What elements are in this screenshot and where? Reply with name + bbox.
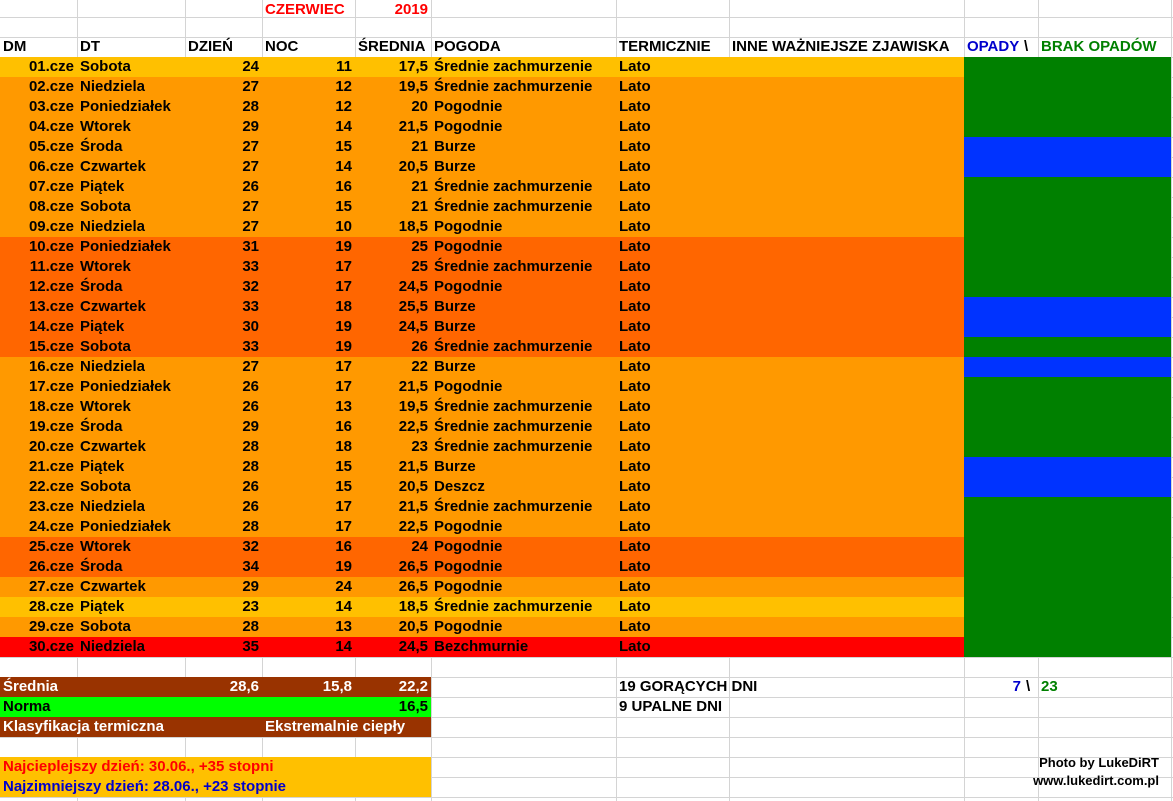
row-night-temp[interactable]: 16 — [335, 418, 352, 435]
row-weekday[interactable]: Piątek — [80, 178, 125, 195]
row-avg-temp[interactable]: 22,5 — [398, 418, 428, 435]
row-weekday[interactable]: Czwartek — [80, 438, 146, 455]
row-night-temp[interactable]: 17 — [335, 278, 352, 295]
row-night-temp[interactable]: 24 — [335, 578, 352, 595]
row-avg-temp[interactable]: 21,5 — [398, 378, 428, 395]
row-avg-temp[interactable]: 24,5 — [398, 278, 428, 295]
row-thermal[interactable]: Lato — [619, 238, 651, 255]
summary-class-label[interactable]: Klasyfikacja termiczna — [3, 718, 164, 735]
row-thermal[interactable]: Lato — [619, 358, 651, 375]
summary-avg-night[interactable]: 15,8 — [322, 678, 352, 695]
row-weather[interactable]: Pogodnie — [434, 98, 503, 115]
row-date[interactable]: 08.cze — [28, 198, 74, 215]
row-avg-temp[interactable]: 21,5 — [398, 458, 428, 475]
year-title[interactable]: 2019 — [394, 1, 428, 18]
row-day-temp[interactable]: 29 — [242, 418, 259, 435]
row-weekday[interactable]: Sobota — [80, 58, 131, 75]
row-date[interactable]: 19.cze — [28, 418, 74, 435]
row-weekday[interactable]: Piątek — [80, 598, 125, 615]
row-night-temp[interactable]: 17 — [335, 378, 352, 395]
summary-norm-value[interactable]: 16,5 — [398, 698, 428, 715]
row-day-temp[interactable]: 33 — [242, 298, 259, 315]
row-night-temp[interactable]: 19 — [335, 238, 352, 255]
row-night-temp[interactable]: 17 — [335, 518, 352, 535]
row-night-temp[interactable]: 10 — [335, 218, 352, 235]
row-thermal[interactable]: Lato — [619, 298, 651, 315]
row-date[interactable]: 26.cze — [28, 558, 74, 575]
row-thermal[interactable]: Lato — [619, 578, 651, 595]
row-date[interactable]: 01.cze — [28, 58, 74, 75]
row-day-temp[interactable]: 30 — [242, 318, 259, 335]
row-weekday[interactable]: Piątek — [80, 458, 125, 475]
row-avg-temp[interactable]: 19,5 — [398, 78, 428, 95]
grid-col-line — [1171, 0, 1172, 801]
row-thermal[interactable]: Lato — [619, 638, 651, 655]
row-weekday[interactable]: Niedziela — [80, 358, 146, 375]
dry-cell — [964, 177, 1171, 197]
col-dm[interactable]: DM — [3, 38, 27, 55]
dry-cell — [964, 417, 1171, 437]
dry-cell — [964, 497, 1171, 517]
row-thermal[interactable]: Lato — [619, 558, 651, 575]
col-noc[interactable]: NOC — [265, 38, 299, 55]
row-night-temp[interactable]: 13 — [335, 398, 352, 415]
row-weekday[interactable]: Sobota — [80, 338, 131, 355]
row-night-temp[interactable]: 15 — [335, 138, 352, 155]
dry-cell — [964, 257, 1171, 277]
row-day-temp[interactable]: 27 — [242, 158, 259, 175]
row-avg-temp[interactable]: 20,5 — [398, 618, 428, 635]
row-weather[interactable]: Średnie zachmurzenie — [434, 398, 593, 415]
row-weather[interactable]: Burze — [434, 158, 476, 175]
row-night-temp[interactable]: 19 — [335, 318, 352, 335]
row-thermal[interactable]: Lato — [619, 98, 651, 115]
dry-cell — [964, 397, 1171, 417]
row-night-temp[interactable]: 12 — [335, 78, 352, 95]
row-date[interactable]: 16.cze — [28, 358, 74, 375]
warmest-day[interactable]: Najcieplejszy dzień: 30.06., +35 stopni — [3, 758, 274, 775]
summary-avg-mean[interactable]: 22,2 — [398, 678, 428, 695]
row-date[interactable]: 23.cze — [28, 498, 74, 515]
row-night-temp[interactable]: 13 — [335, 618, 352, 635]
dry-cell — [964, 617, 1171, 637]
row-weekday[interactable]: Sobota — [80, 198, 131, 215]
col-brak[interactable]: BRAK OPADÓW — [1041, 38, 1157, 55]
row-date[interactable]: 09.cze — [28, 218, 74, 235]
row-night-temp[interactable]: 16 — [335, 538, 352, 555]
row-weekday[interactable]: Niedziela — [80, 218, 146, 235]
row-night-temp[interactable]: 15 — [335, 478, 352, 495]
row-date[interactable]: 04.cze — [28, 118, 74, 135]
row-night-temp[interactable]: 18 — [335, 298, 352, 315]
row-thermal[interactable]: Lato — [619, 498, 651, 515]
summary-class-value[interactable]: Ekstremalnie ciepły — [265, 718, 406, 735]
row-weekday[interactable]: Środa — [80, 418, 123, 435]
col-opady[interactable]: OPADY — [967, 38, 1020, 55]
col-inne[interactable]: INNE WAŻNIEJSZE ZJAWISKA — [732, 38, 950, 55]
row-weather[interactable]: Pogodnie — [434, 618, 503, 635]
col-dt[interactable]: DT — [80, 38, 100, 55]
row-thermal[interactable]: Lato — [619, 418, 651, 435]
precip-cell — [964, 477, 1171, 497]
row-weekday[interactable]: Czwartek — [80, 158, 146, 175]
dry-cell — [964, 337, 1171, 357]
dry-cell — [964, 277, 1171, 297]
row-thermal[interactable]: Lato — [619, 118, 651, 135]
row-avg-temp[interactable]: 23 — [411, 438, 428, 455]
row-weather[interactable]: Średnie zachmurzenie — [434, 338, 593, 355]
row-thermal[interactable]: Lato — [619, 58, 651, 75]
row-night-temp[interactable]: 14 — [335, 158, 352, 175]
row-weather[interactable]: Średnie zachmurzenie — [434, 598, 593, 615]
row-date[interactable]: 29.cze — [28, 618, 74, 635]
row-thermal[interactable]: Lato — [619, 538, 651, 555]
row-night-temp[interactable]: 19 — [335, 338, 352, 355]
row-avg-temp[interactable]: 25 — [411, 238, 428, 255]
row-thermal[interactable]: Lato — [619, 478, 651, 495]
row-night-temp[interactable]: 19 — [335, 558, 352, 575]
row-day-temp[interactable]: 27 — [242, 218, 259, 235]
row-night-temp[interactable]: 18 — [335, 438, 352, 455]
row-thermal[interactable]: Lato — [619, 198, 651, 215]
month-title[interactable]: CZERWIEC — [265, 1, 345, 18]
dry-cell — [964, 237, 1171, 257]
row-avg-temp[interactable]: 26 — [411, 338, 428, 355]
dry-cell — [964, 637, 1171, 657]
row-thermal[interactable]: Lato — [619, 518, 651, 535]
row-weather[interactable]: Średnie zachmurzenie — [434, 438, 593, 455]
row-weather[interactable]: Burze — [434, 298, 476, 315]
summary-avg-label[interactable]: Średnia — [3, 678, 59, 695]
heat-days-count[interactable]: 9 UPALNE DNI — [619, 698, 723, 715]
row-weather[interactable]: Średnie zachmurzenie — [434, 198, 593, 215]
row-thermal[interactable]: Lato — [619, 438, 651, 455]
col-srednia[interactable]: ŚREDNIA — [358, 38, 426, 55]
row-date[interactable]: 05.cze — [28, 138, 74, 155]
dry-cell — [964, 57, 1171, 77]
row-date[interactable]: 02.cze — [28, 78, 74, 95]
row-weather[interactable]: Średnie zachmurzenie — [434, 498, 593, 515]
row-date[interactable]: 14.cze — [28, 318, 74, 335]
row-avg-temp[interactable]: 18,5 — [398, 598, 428, 615]
row-night-temp[interactable]: 11 — [336, 58, 352, 75]
row-thermal[interactable]: Lato — [619, 158, 651, 175]
row-avg-temp[interactable]: 25 — [411, 258, 428, 275]
dry-cell — [964, 97, 1171, 117]
row-night-temp[interactable]: 14 — [335, 118, 352, 135]
row-day-temp[interactable]: 26 — [242, 178, 259, 195]
grid-row-line — [0, 657, 1173, 658]
row-thermal[interactable]: Lato — [619, 218, 651, 235]
row-date[interactable]: 10.cze — [28, 238, 74, 255]
row-day-temp[interactable]: 32 — [242, 278, 259, 295]
row-weather[interactable]: Deszcz — [434, 478, 485, 495]
row-day-temp[interactable]: 26 — [242, 398, 259, 415]
row-thermal[interactable]: Lato — [619, 458, 651, 475]
site-credit: www.lukedirt.com.pl — [1033, 773, 1159, 788]
precip-cell — [964, 317, 1171, 337]
row-weather[interactable]: Średnie zachmurzenie — [434, 58, 593, 75]
row-thermal[interactable]: Lato — [619, 378, 651, 395]
col-pogoda[interactable]: POGODA — [434, 38, 501, 55]
row-thermal[interactable]: Lato — [619, 398, 651, 415]
row-weekday[interactable]: Środa — [80, 278, 123, 295]
row-night-temp[interactable]: 14 — [335, 598, 352, 615]
row-weekday[interactable]: Piątek — [80, 318, 125, 335]
row-date[interactable]: 28.cze — [28, 598, 74, 615]
row-weekday[interactable]: Poniedziałek — [80, 378, 171, 395]
row-weather[interactable]: Pogodnie — [434, 118, 503, 135]
row-avg-temp[interactable]: 19,5 — [398, 398, 428, 415]
precip-cell — [964, 457, 1171, 477]
row-weather[interactable]: Burze — [434, 138, 476, 155]
row-date[interactable]: 24.cze — [28, 518, 74, 535]
col-termicznie[interactable]: TERMICZNIE — [619, 38, 711, 55]
row-day-temp[interactable]: 28 — [242, 98, 259, 115]
grid-row-line — [0, 17, 1173, 18]
row-avg-temp[interactable]: 22 — [411, 358, 428, 375]
row-thermal[interactable]: Lato — [619, 338, 651, 355]
row-avg-temp[interactable]: 20,5 — [398, 478, 428, 495]
dry-cell — [964, 117, 1171, 137]
precip-cell — [964, 137, 1171, 157]
dry-cell — [964, 377, 1171, 397]
row-date[interactable]: 18.cze — [28, 398, 74, 415]
precip-days-count[interactable]: 7 — [1012, 678, 1021, 695]
dry-cell — [964, 537, 1171, 557]
row-avg-temp[interactable]: 26,5 — [398, 578, 428, 595]
row-day-temp[interactable]: 29 — [242, 578, 259, 595]
dry-cell — [964, 437, 1171, 457]
row-day-temp[interactable]: 27 — [242, 78, 259, 95]
row-date[interactable]: 21.cze — [28, 458, 74, 475]
dry-cell — [964, 517, 1171, 537]
photo-credit: Photo by LukeDiRT — [1039, 755, 1159, 770]
row-avg-temp[interactable]: 20 — [411, 98, 428, 115]
dry-cell — [964, 557, 1171, 577]
row-night-temp[interactable]: 12 — [335, 98, 352, 115]
col-dzien[interactable]: DZIEŃ — [188, 38, 233, 55]
summary-norm-label[interactable]: Norma — [3, 698, 51, 715]
row-date[interactable]: 30.cze — [28, 638, 74, 655]
row-thermal[interactable]: Lato — [619, 178, 651, 195]
dry-cell — [964, 197, 1171, 217]
row-night-temp[interactable]: 17 — [335, 258, 352, 275]
row-date[interactable]: 12.cze — [28, 278, 74, 295]
row-date[interactable]: 20.cze — [28, 438, 74, 455]
row-date[interactable]: 22.cze — [28, 478, 74, 495]
row-night-temp[interactable]: 14 — [335, 638, 352, 655]
row-thermal[interactable]: Lato — [619, 318, 651, 335]
row-day-temp[interactable]: 29 — [242, 118, 259, 135]
row-day-temp[interactable]: 28 — [242, 438, 259, 455]
hot-days-count[interactable]: 19 GORĄCYCH DNI — [619, 678, 758, 695]
row-weather[interactable]: Pogodnie — [434, 558, 503, 575]
grid-row-line — [0, 737, 1173, 738]
row-date[interactable]: 25.cze — [28, 538, 74, 555]
dry-cell — [964, 597, 1171, 617]
row-weather[interactable]: Pogodnie — [434, 278, 503, 295]
row-weather[interactable]: Pogodnie — [434, 578, 503, 595]
row-day-temp[interactable]: 32 — [242, 538, 259, 555]
row-date[interactable]: 03.cze — [28, 98, 74, 115]
row-weather[interactable]: Burze — [434, 458, 476, 475]
row-avg-temp[interactable]: 25,5 — [398, 298, 428, 315]
row-weather[interactable]: Bezchmurnie — [434, 638, 529, 655]
row-night-temp[interactable]: 15 — [335, 198, 352, 215]
row-day-temp[interactable]: 34 — [242, 558, 259, 575]
row-date[interactable]: 06.cze — [28, 158, 74, 175]
dry-days-count[interactable]: 23 — [1041, 678, 1058, 695]
row-weekday[interactable]: Niedziela — [80, 498, 146, 515]
row-weather[interactable]: Burze — [434, 358, 476, 375]
row-day-temp[interactable]: 24 — [242, 58, 259, 75]
row-weekday[interactable]: Wtorek — [80, 258, 131, 275]
row-day-temp[interactable]: 27 — [242, 358, 259, 375]
row-weather[interactable]: Pogodnie — [434, 238, 503, 255]
row-weekday[interactable]: Wtorek — [80, 118, 131, 135]
row-day-temp[interactable]: 27 — [242, 198, 259, 215]
row-night-temp[interactable]: 17 — [335, 358, 352, 375]
row-weather[interactable]: Pogodnie — [434, 218, 503, 235]
row-day-temp[interactable]: 23 — [242, 598, 259, 615]
row-weather[interactable]: Średnie zachmurzenie — [434, 258, 593, 275]
precip-cell — [964, 357, 1171, 377]
row-weekday[interactable]: Poniedziałek — [80, 518, 171, 535]
row-weekday[interactable]: Czwartek — [80, 298, 146, 315]
row-weather[interactable]: Pogodnie — [434, 518, 503, 535]
row-day-temp[interactable]: 33 — [242, 338, 259, 355]
row-day-temp[interactable]: 28 — [242, 458, 259, 475]
row-weather[interactable]: Średnie zachmurzenie — [434, 78, 593, 95]
row-avg-temp[interactable]: 24 — [411, 538, 428, 555]
row-weekday[interactable]: Wtorek — [80, 538, 131, 555]
row-night-temp[interactable]: 16 — [335, 178, 352, 195]
row-avg-temp[interactable]: 22,5 — [398, 518, 428, 535]
row-thermal[interactable]: Lato — [619, 598, 651, 615]
precip-cell — [964, 157, 1171, 177]
row-weekday[interactable]: Sobota — [80, 478, 131, 495]
row-weekday[interactable]: Wtorek — [80, 398, 131, 415]
row-weekday[interactable]: Poniedziałek — [80, 98, 171, 115]
coldest-day[interactable]: Najzimniejszy dzień: 28.06., +23 stopnie — [3, 778, 287, 795]
row-night-temp[interactable]: 17 — [335, 498, 352, 515]
row-day-temp[interactable]: 26 — [242, 478, 259, 495]
row-thermal[interactable]: Lato — [619, 78, 651, 95]
row-day-temp[interactable]: 28 — [242, 518, 259, 535]
row-thermal[interactable]: Lato — [619, 278, 651, 295]
row-weather[interactable]: Pogodnie — [434, 538, 503, 555]
row-weekday[interactable]: Środa — [80, 558, 123, 575]
row-avg-temp[interactable]: 26,5 — [398, 558, 428, 575]
row-avg-temp[interactable]: 21,5 — [398, 118, 428, 135]
row-thermal[interactable]: Lato — [619, 258, 651, 275]
row-avg-temp[interactable]: 24,5 — [398, 318, 428, 335]
row-date[interactable]: 11.cze — [29, 258, 74, 275]
row-weekday[interactable]: Niedziela — [80, 638, 146, 655]
row-weekday[interactable]: Środa — [80, 138, 123, 155]
row-weather[interactable]: Pogodnie — [434, 378, 503, 395]
dry-cell — [964, 77, 1171, 97]
row-date[interactable]: 17.cze — [28, 378, 74, 395]
row-avg-temp[interactable]: 20,5 — [398, 158, 428, 175]
row-night-temp[interactable]: 15 — [335, 458, 352, 475]
dry-cell — [964, 217, 1171, 237]
row-day-temp[interactable]: 26 — [242, 378, 259, 395]
row-avg-temp[interactable]: 24,5 — [398, 638, 428, 655]
row-avg-temp[interactable]: 21 — [411, 198, 428, 215]
row-weekday[interactable]: Sobota — [80, 618, 131, 635]
row-avg-temp[interactable]: 17,5 — [398, 58, 428, 75]
row-weather[interactable]: Średnie zachmurzenie — [434, 178, 593, 195]
row-weekday[interactable]: Niedziela — [80, 78, 146, 95]
precip-cell — [964, 297, 1171, 317]
col-separator: \ — [1024, 38, 1029, 55]
row-day-temp[interactable]: 35 — [242, 638, 259, 655]
row-day-temp[interactable]: 27 — [242, 138, 259, 155]
row-avg-temp[interactable]: 21 — [411, 178, 428, 195]
row-day-temp[interactable]: 26 — [242, 498, 259, 515]
row-weather[interactable]: Burze — [434, 318, 476, 335]
row-date[interactable]: 07.cze — [28, 178, 74, 195]
row-thermal[interactable]: Lato — [619, 138, 651, 155]
row-weather[interactable]: Średnie zachmurzenie — [434, 418, 593, 435]
dry-cell — [964, 577, 1171, 597]
row-weekday[interactable]: Czwartek — [80, 578, 146, 595]
grid-row-line — [0, 797, 1173, 798]
row-weekday[interactable]: Poniedziałek — [80, 238, 171, 255]
row-avg-temp[interactable]: 18,5 — [398, 218, 428, 235]
row-avg-temp[interactable]: 21,5 — [398, 498, 428, 515]
row-date[interactable]: 15.cze — [28, 338, 74, 355]
row-day-temp[interactable]: 31 — [242, 238, 259, 255]
row-thermal[interactable]: Lato — [619, 618, 651, 635]
row-date[interactable]: 27.cze — [28, 578, 74, 595]
row-day-temp[interactable]: 33 — [242, 258, 259, 275]
row-day-temp[interactable]: 28 — [242, 618, 259, 635]
row-date[interactable]: 13.cze — [28, 298, 74, 315]
row-avg-temp[interactable]: 21 — [411, 138, 428, 155]
summary-avg-day[interactable]: 28,6 — [229, 678, 259, 695]
precip-separator: \ — [1026, 678, 1031, 695]
